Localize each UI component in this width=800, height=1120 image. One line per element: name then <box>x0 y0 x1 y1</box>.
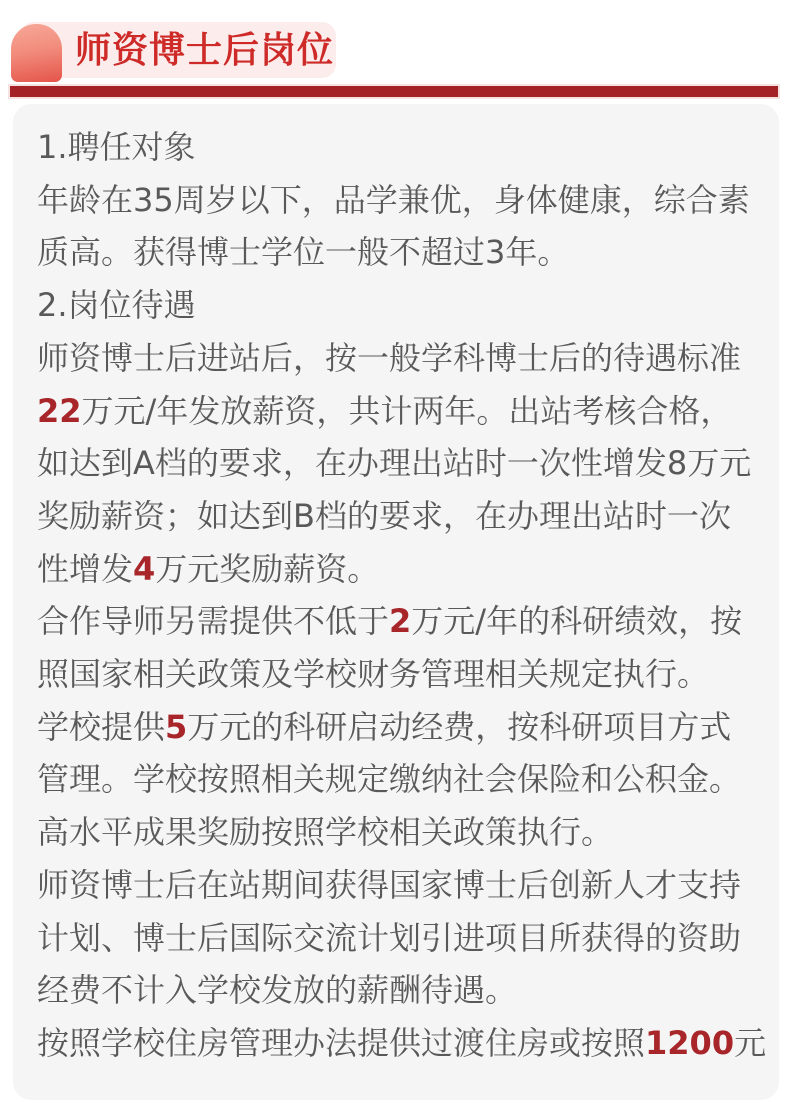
text-segment: 如达到A档的要求，在办理出站时一次性增发8万元 <box>37 444 752 483</box>
text-line <box>37 174 761 227</box>
text-line <box>37 1017 767 1070</box>
text-line <box>37 437 761 490</box>
header-accent-icon <box>11 24 62 82</box>
text-segment: 年龄在35周岁以下，品学兼优，身体健康，综合素 <box>37 180 750 219</box>
text-line <box>37 279 761 332</box>
text-segment: 师资博士后进站后，按一般学科博士后的待遇标准 <box>37 338 742 377</box>
text-line <box>37 753 761 806</box>
text-segment: 性增发 <box>37 549 134 588</box>
text-line <box>37 543 761 596</box>
text-line <box>37 648 761 701</box>
text-line <box>37 701 761 754</box>
text-segment: 管理。学校按照相关规定缴纳社会保险和公积金。 <box>37 760 742 799</box>
text-line <box>37 332 761 385</box>
text-line <box>37 226 761 279</box>
highlight-number: 22 <box>37 391 82 430</box>
text-line <box>37 806 761 859</box>
text-segment: 师资博士后在站期间获得国家博士后创新人才支持 <box>37 865 742 904</box>
text-segment: 计划、博士后国际交流计划引进项目所获得的资助 <box>37 918 742 957</box>
content-card <box>13 104 779 1100</box>
header-divider <box>10 86 778 97</box>
highlight-number: 1200 <box>645 1023 735 1062</box>
text-line <box>37 595 761 648</box>
text-segment: 高水平成果奖励按照学校相关政策执行。 <box>37 813 614 852</box>
text-segment: 万元奖励薪资。 <box>155 549 380 588</box>
text-segment: 学校提供 <box>37 707 166 746</box>
text-segment: 经费不计入学校发放的薪酬待遇。 <box>37 971 518 1010</box>
text-segment: 合作导师另需提供不低于 <box>37 602 390 641</box>
text-line <box>37 121 761 174</box>
text-line <box>37 912 761 965</box>
text-segment: 万元的科研启动经费，按科研项目方式 <box>187 707 732 746</box>
text-segment: 奖励薪资；如达到B档的要求，在办理出站时一次 <box>37 496 731 535</box>
text-segment: 照国家相关政策及学校财务管理相关规定执行。 <box>37 655 710 694</box>
page-title: 师资博士后岗位 <box>75 30 335 71</box>
body-text <box>37 121 767 1070</box>
text-segment: 元 <box>734 1023 767 1062</box>
text-line <box>37 490 761 543</box>
text-line <box>37 385 761 438</box>
highlight-number: 5 <box>165 707 188 746</box>
text-line <box>37 964 761 1017</box>
text-segment: 1.聘任对象 <box>37 128 196 166</box>
text-segment: 按照学校住房管理办法提供过渡住房或按照 <box>37 1023 646 1062</box>
text-segment: 万元/年发放薪资，共计两年。出站考核合格， <box>81 391 733 430</box>
text-segment: 2.岗位待遇 <box>37 286 196 325</box>
text-segment: 质高。获得博士学位一般不超过3年。 <box>37 233 570 272</box>
text-segment: 万元/年的科研绩效，按 <box>411 602 743 641</box>
highlight-number: 2 <box>389 602 412 641</box>
text-line <box>37 859 761 912</box>
highlight-number: 4 <box>133 549 156 588</box>
